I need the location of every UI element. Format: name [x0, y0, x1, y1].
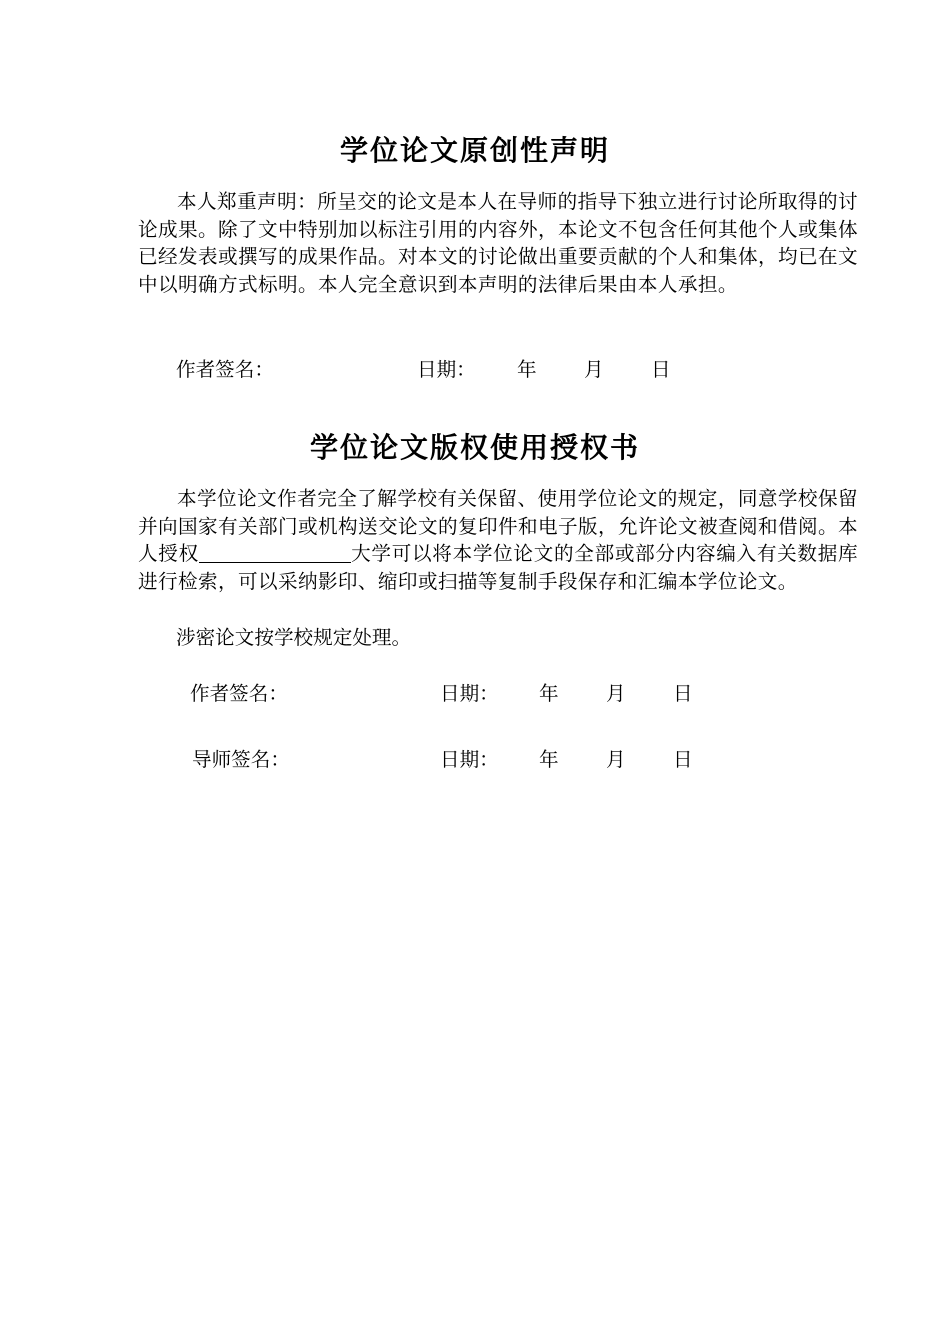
- copyright-title: 学位论文版权使用授权书: [309, 431, 640, 464]
- copyright-supervisor-month-label: 月: [606, 748, 626, 771]
- copyright-supervisor-day-label: 日: [673, 748, 693, 771]
- copyright-supervisor-year-label: 年: [539, 748, 559, 771]
- originality-month-label: 月: [584, 358, 604, 381]
- copyright-body-part2: 大学可以将本学位论文的全部或部分内容编入有关数据库进行检索，可以采纳影印、缩印或扫描等复制手段保存和汇编本学位论文。: [138, 542, 858, 593]
- classified-note: 涉密论文按学校规定处理。: [176, 626, 412, 649]
- originality-day-label: 日: [651, 358, 671, 381]
- copyright-author-year-label: 年: [539, 682, 559, 705]
- copyright-body: [138, 485, 858, 595]
- copyright-author-month-label: 月: [606, 682, 626, 705]
- university-name-blank: [199, 542, 351, 563]
- copyright-supervisor-signature-label: 导师签名：: [192, 748, 290, 771]
- copyright-author-signature-label: 作者签名：: [190, 682, 288, 705]
- originality-title: 学位论文原创性声明: [339, 134, 610, 167]
- originality-year-label: 年: [517, 358, 537, 381]
- originality-date-label: 日期：: [417, 358, 476, 381]
- copyright-body-part1: 本学位论文作者完全了解学校有关保留、使用学位论文的规定，同意学校保留并向国家有关部门或机构送交论文的复印件和电子版，允许论文被查阅和借阅。本人授权: [138, 487, 858, 565]
- copyright-author-day-label: 日: [673, 682, 693, 705]
- copyright-author-date-label: 日期：: [440, 682, 499, 705]
- copyright-supervisor-date-label: 日期：: [440, 748, 499, 771]
- originality-author-signature-label: 作者签名：: [176, 358, 274, 381]
- originality-body: 本人郑重声明：所呈交的论文是本人在导师的指导下独立进行讨论所取得的讨论成果。除了文中特别加以标注引用的内容外，本论文不包含任何其他个人或集体已经发表或撰写的成果作品。对本文的讨论做出重要贡献的个人和集体，均已在文中以明确方式标明。本人完全意识到本声明的法律后果由本人承担。: [138, 190, 858, 296]
